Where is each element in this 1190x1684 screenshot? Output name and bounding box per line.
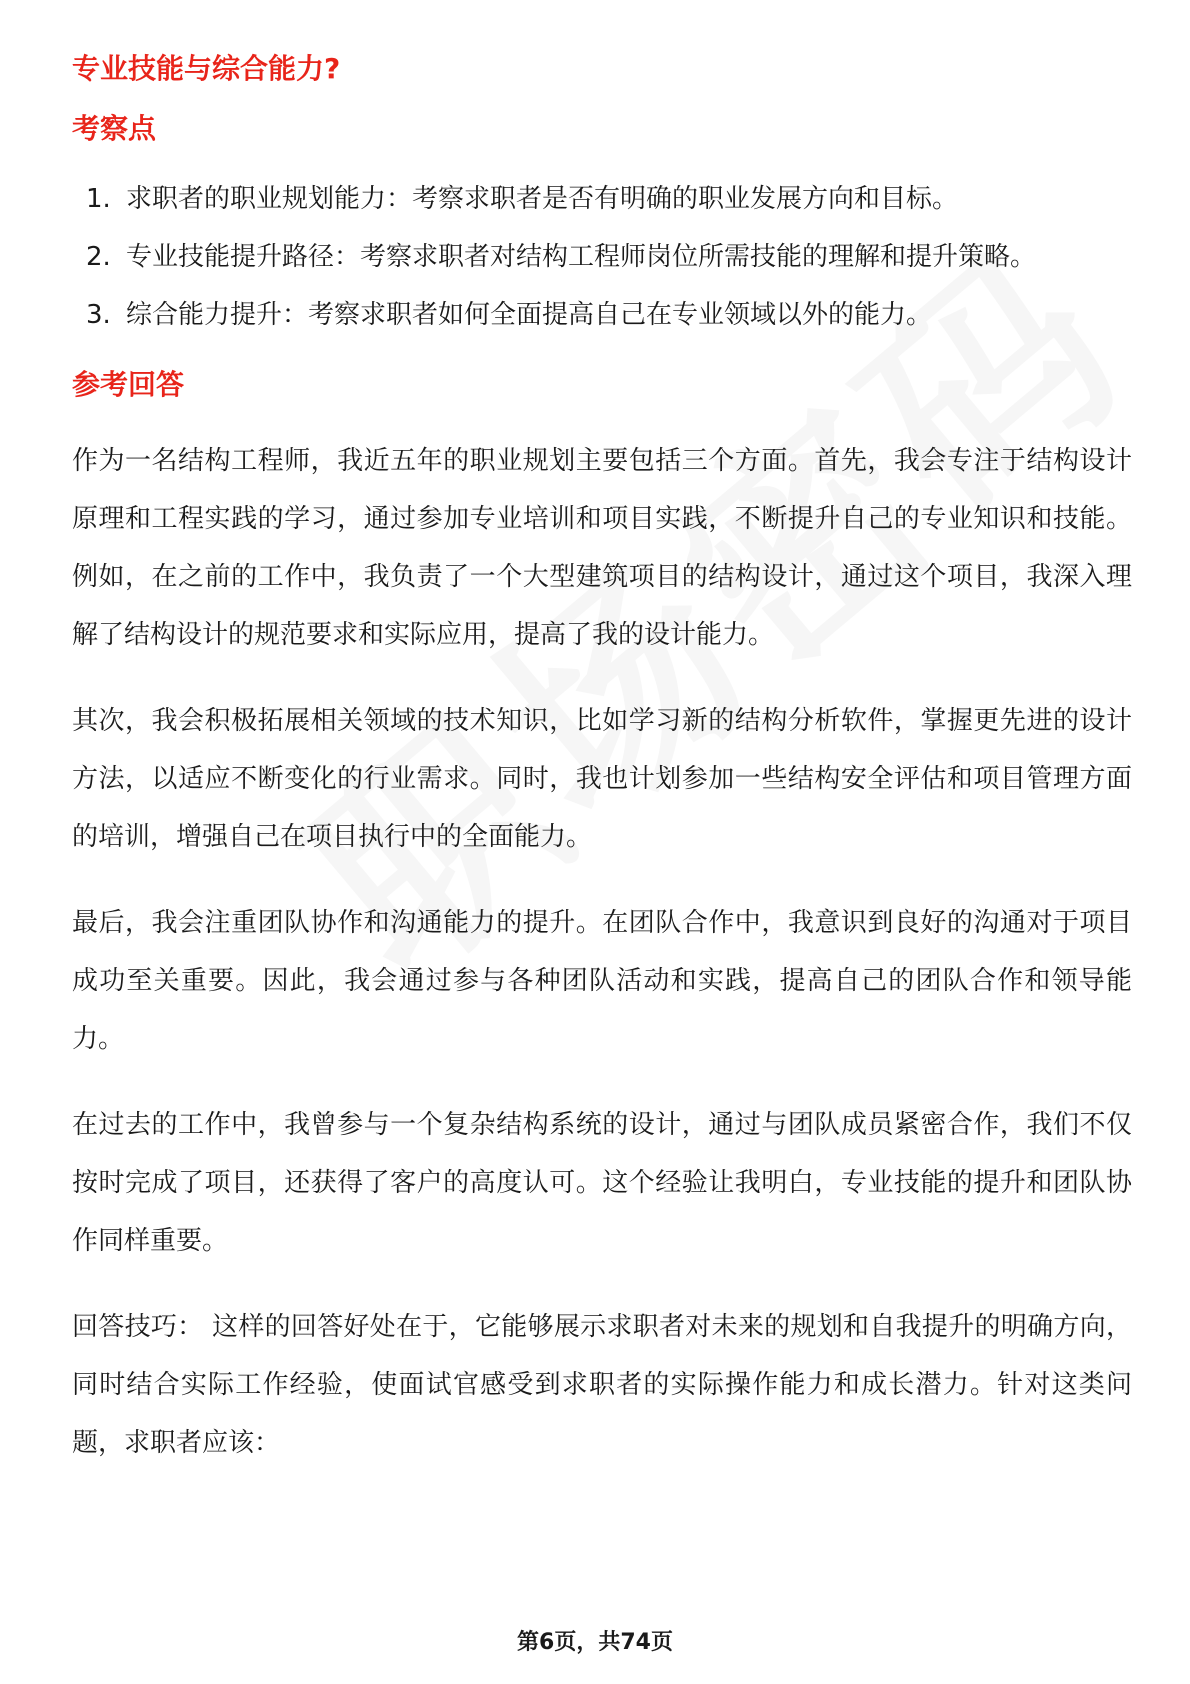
- answer-paragraph: 作为一名结构工程师，我近五年的职业规划主要包括三个方面。首先，我会专注于结构设计原理和工程实践的学习，通过参加专业培训和项目实践，不断提升自己的专业知识和技能。例如，在之前的工作中，我负责了一个大型建筑项目的结构设计，通过这个项目，我深入理解了结构设计的规范要求和实际应用，提高了我的设计能力。: [72, 446, 1132, 650]
- list-item: [72, 170, 1132, 228]
- list-item-number: 2.: [86, 242, 111, 272]
- list-item-number: 3.: [86, 300, 111, 330]
- page-number-footer: 第6页，共74页: [517, 1630, 673, 1655]
- answer-heading: 参考回答: [72, 368, 185, 401]
- question-title: 专业技能与综合能力?: [72, 52, 341, 85]
- list-item-text: 求职者的职业规划能力：考察求职者是否有明确的职业发展方向和目标。: [126, 184, 959, 214]
- answer-paragraph: 其次，我会积极拓展相关领域的技术知识，比如学习新的结构分析软件，掌握更先进的设计方法，以适应不断变化的行业需求。同时，我也计划参加一些结构安全评估和项目管理方面的培训，增强自己在项目执行中的全面能力。: [72, 706, 1132, 852]
- list-item-text: 综合能力提升：考察求职者如何全面提高自己在专业领域以外的能力。: [126, 300, 933, 330]
- evaluation-points-list: [72, 170, 1132, 344]
- answer-paragraph: 在过去的工作中，我曾参与一个复杂结构系统的设计，通过与团队成员紧密合作，我们不仅按时完成了项目，还获得了客户的高度认可。这个经验让我明白，专业技能的提升和团队协作同样重要。: [72, 1110, 1132, 1256]
- list-item: [72, 228, 1132, 286]
- points-heading: 考察点: [72, 112, 157, 145]
- answer-paragraph: 最后，我会注重团队协作和沟通能力的提升。在团队合作中，我意识到良好的沟通对于项目成功至关重要。因此，我会通过参与各种团队活动和实践，提高自己的团队合作和领导能力。: [72, 908, 1132, 1054]
- answer-tips-paragraph: 回答技巧： 这样的回答好处在于，它能够展示求职者对未来的规划和自我提升的明确方向，同时结合实际工作经验，使面试官感受到求职者的实际操作能力和成长潜力。针对这类问题，求职者应该：: [72, 1312, 1132, 1458]
- list-item-number: 1.: [86, 184, 111, 214]
- list-item: [72, 286, 1132, 344]
- list-item-text: 专业技能提升路径：考察求职者对结构工程师岗位所需技能的理解和提升策略。: [126, 242, 1037, 272]
- page-content: [72, 48, 1132, 1500]
